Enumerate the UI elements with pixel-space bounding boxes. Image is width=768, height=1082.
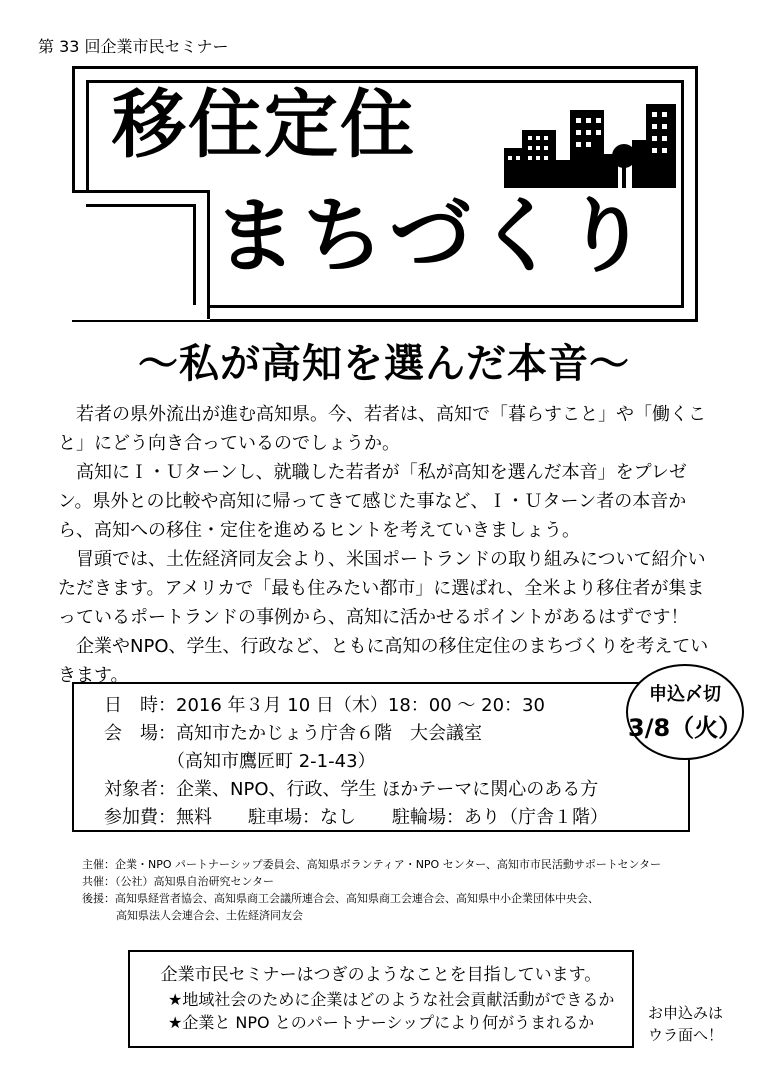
event-audience: 対象者：企業、NPO、行政、学生 ほかテーマに関心のある方 — [104, 779, 599, 800]
aims-list — [168, 988, 614, 1034]
support-line-cont: 高知県法人会連合会、土佐経済同友会 — [116, 909, 303, 922]
apply-note — [648, 1002, 723, 1046]
subtitle: ～私が高知を選んだ本音～ — [138, 341, 630, 387]
organizers — [82, 856, 661, 924]
apply-note-line: お申込みは — [648, 1004, 724, 1022]
cohost-line: 共催：（公社）高知県自治研究センター — [82, 875, 275, 888]
aim-item: ★企業と NPO とのパートナーシップにより何がうまれるか — [168, 1013, 595, 1032]
series-label: 第 33 回企業市民セミナー — [38, 37, 229, 56]
intro-text — [58, 400, 718, 690]
event-info — [104, 692, 608, 832]
host-line: 主催：企業・NPO パートナーシップ委員会、高知県ボランティア・NPO センター、高知市市民活動サポートセンター — [82, 858, 662, 871]
title-line-1: 移住定住 — [112, 82, 416, 168]
apply-note-line: ウラ面へ！ — [648, 1026, 724, 1044]
event-venue: 会 場：高知市たかじょう庁舎６階 大会議室 — [104, 723, 482, 744]
deadline-label: 申込〆切 — [649, 684, 721, 705]
deadline-badge — [626, 664, 744, 760]
title-line-2: まちづくり — [214, 189, 654, 284]
aim-item: ★地域社会のために企業はどのような社会貢献活動ができるか — [168, 990, 615, 1009]
frame-step-line — [72, 190, 210, 193]
deadline-date: 3/8（火） — [628, 714, 743, 742]
paragraph: 若者の県外流出が進む高知県。今、若者は、高知で「暮らすこと」や「働くこと」にどう向き合っているのでしょうか。 — [58, 404, 706, 454]
event-address: （高知市鷹匠町 2-1-43） — [104, 751, 376, 772]
event-datetime: 日 時：2016 年３月 10 日（木）18：00 ～ 20：30 — [104, 695, 545, 716]
support-line: 後援：高知県経営者協会、高知県商工会議所連合会、高知県商工会連合会、高知県中小企業団体中央会、 — [82, 892, 599, 905]
city-skyline-icon — [504, 104, 680, 188]
frame-step-line — [86, 204, 196, 207]
frame-step-line — [207, 190, 210, 319]
event-fees: 参加費：無料 駐車場：なし 駐輪場：あり（庁舎１階） — [104, 807, 608, 828]
paragraph: 冒頭では、土佐経済同友会より、米国ポートランドの取り組みについて紹介いただきます。アメリカで「最も住みたい都市」に選ばれ、全米より移住者が集まっているポートランドの事例から、高知に活かせるポイントがあるはずです！ — [58, 549, 706, 628]
frame-step-line — [193, 204, 196, 305]
paragraph: 企業やNPO、学生、行政など、ともに高知の移住定住のまちづくりを考えていきます。 — [58, 636, 709, 686]
paragraph: 高知にＩ・Ｕターンし、就職した若者が「私が高知を選んだ本音」をプレゼン。県外との比較や高知に帰ってきて感じた事など、Ｉ・Ｕターン者の本音から、高知への移住・定住を進めるヒントを考えていきましょう。 — [58, 462, 687, 541]
title-frame-cutout — [60, 190, 210, 320]
aims-title: 企業市民セミナーはつぎのようなことを目指しています。 — [160, 965, 602, 985]
